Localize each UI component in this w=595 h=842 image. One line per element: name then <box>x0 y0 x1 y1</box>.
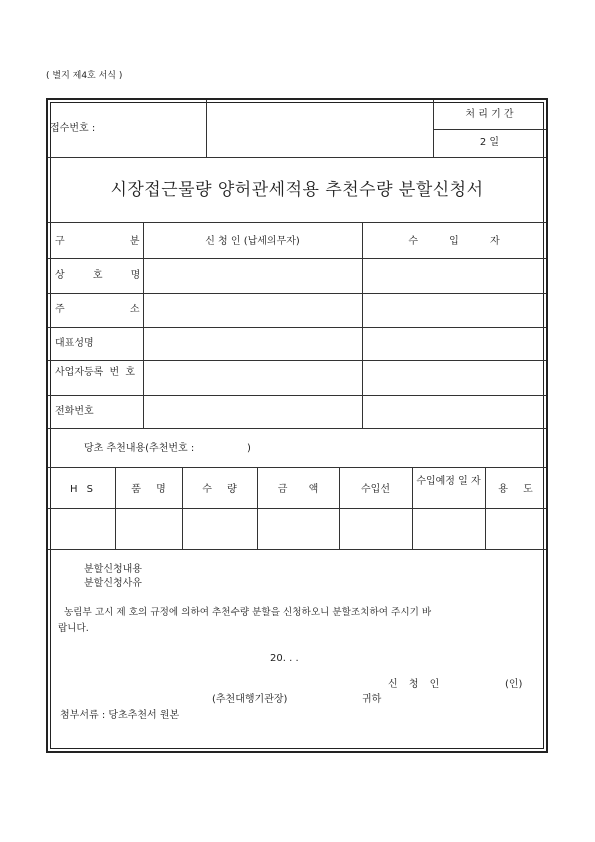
application-date: 20. . . <box>270 653 299 664</box>
applicant-col-divider-2 <box>362 222 363 428</box>
row-label-business-reg-no: 사업자등록 번 호 <box>55 367 135 378</box>
items-header-amount: 금 액 <box>277 484 319 495</box>
form-title: 시장접근물량 양허관세적용 추천수량 분할신청서 <box>110 180 484 200</box>
applicant-row-line-2 <box>48 293 546 294</box>
form-label: ( 별지 제4호 서식 ) <box>46 71 123 81</box>
receipt-number-label: 접수번호 : <box>50 123 96 134</box>
applicant-col-divider-1 <box>143 222 144 428</box>
applicant-company-field[interactable] <box>145 260 360 292</box>
split-content-label: 분할신청내용 <box>84 564 142 575</box>
processing-period-value: 2 일 <box>479 137 500 148</box>
row-label-address: 주 소 <box>55 304 140 315</box>
recipient-agency: (추천대행기관장) <box>212 694 288 705</box>
col-importer-header: 수 입 자 <box>408 236 500 247</box>
attachment-note: 첨부서류 : 당초추천서 원본 <box>60 710 180 721</box>
title-bottom-line <box>48 222 546 223</box>
applicant-row-line-1 <box>48 258 546 259</box>
processing-period-label: 처 리 기 간 <box>465 109 514 120</box>
row-label-company: 상 호 명 <box>55 270 141 281</box>
items-table-top-line <box>48 467 546 468</box>
applicant-row-line-5 <box>48 395 546 396</box>
items-table-bottom-line <box>48 549 546 550</box>
items-header-quantity: 수 량 <box>202 484 237 495</box>
importer-company-field[interactable] <box>364 260 545 292</box>
items-header-product-name: 품 명 <box>131 484 166 495</box>
header-bottom-line <box>48 157 546 158</box>
applicant-row-line-3 <box>48 327 546 328</box>
request-statement-line2: 랍니다. <box>58 623 89 634</box>
request-statement-line1: 농림부 고시 제 호의 규정에 의하여 추천수량 분할을 신청하오니 분할조치하여 주시기 바 <box>64 607 432 618</box>
split-reason-label: 분할신청사유 <box>84 578 142 589</box>
period-mid-line <box>433 129 546 130</box>
seal-mark: (인) <box>505 679 523 690</box>
items-header-source: 수입선 <box>361 484 390 495</box>
applicant-row-line-6 <box>48 428 546 429</box>
row-label-representative: 대표성명 <box>55 338 94 349</box>
applicant-signature-label: 신 청 인 <box>388 679 440 690</box>
items-header-usage: 용 도 <box>498 484 533 495</box>
items-header-bottom-line <box>48 508 546 509</box>
items-header-planned-import-date: 수입예정 일 자 <box>416 476 481 487</box>
header-divider-left <box>206 100 207 157</box>
row-label-phone: 전화번호 <box>55 406 94 417</box>
honorific: 귀하 <box>362 694 382 705</box>
items-header-hs: H S <box>69 484 94 495</box>
applicant-row-line-4 <box>48 360 546 361</box>
original-recommendation-close: ) <box>247 443 251 454</box>
original-recommendation-label: 당초 추천내용(추천번호 : <box>84 443 195 454</box>
col-applicant-header: 신 청 인 (납세의무자) <box>205 236 300 247</box>
col-category-header: 구 분 <box>55 236 140 247</box>
